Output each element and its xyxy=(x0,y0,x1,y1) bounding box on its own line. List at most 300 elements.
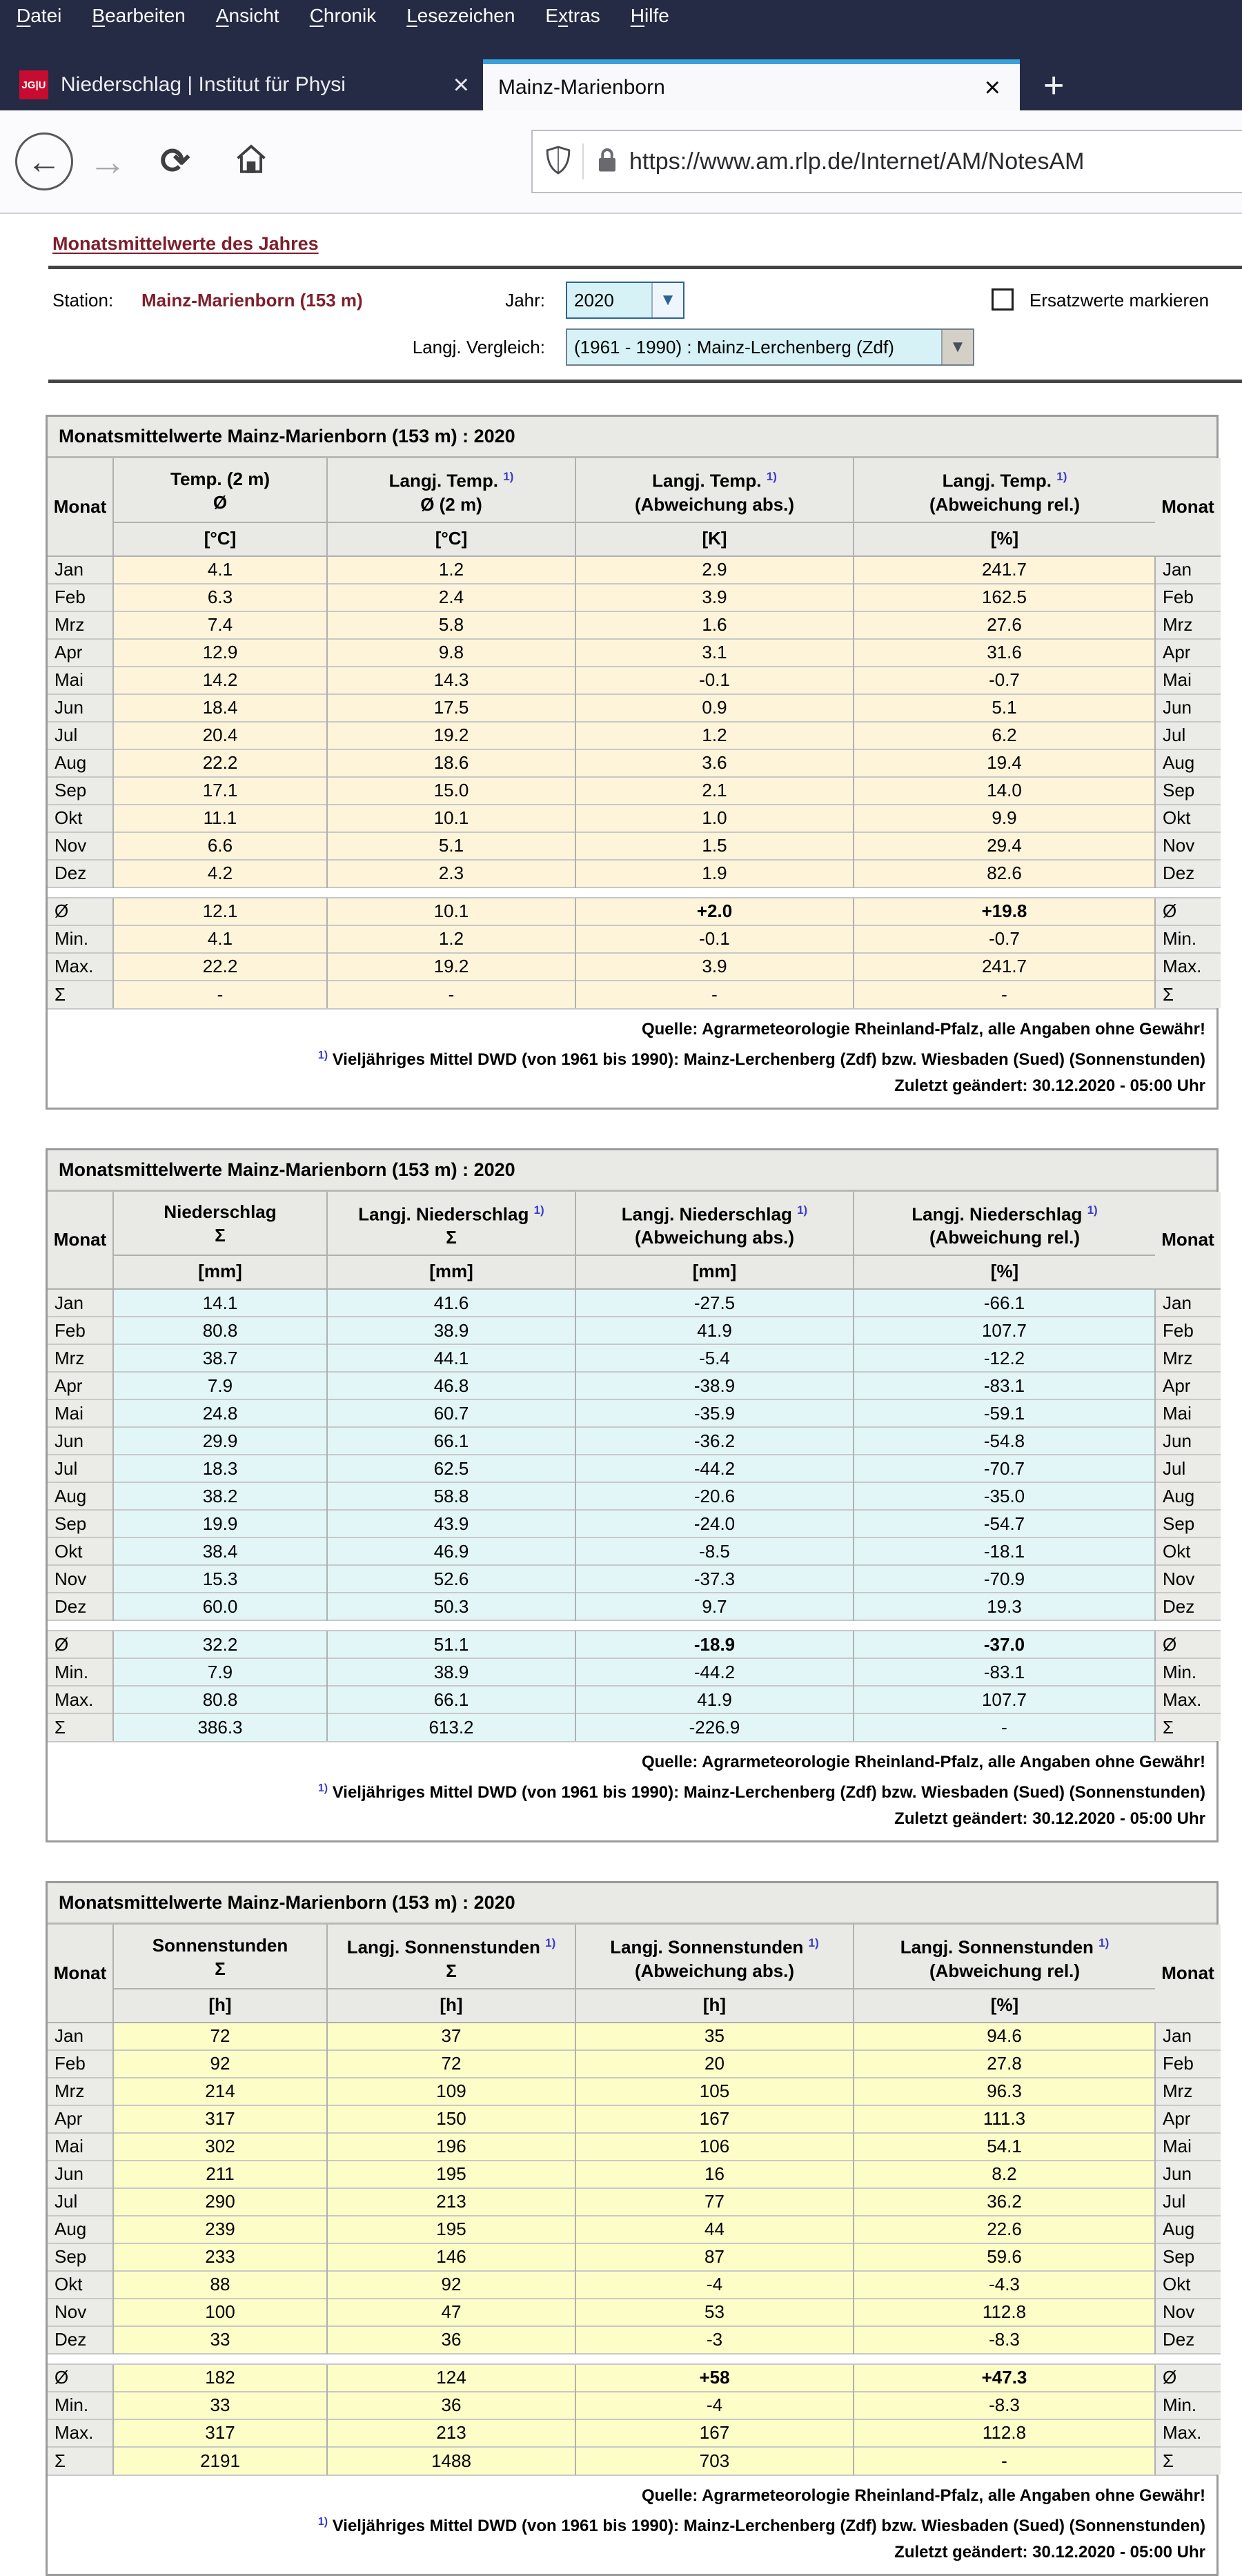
back-icon[interactable]: ← xyxy=(15,132,73,190)
table-cell: 5.8 xyxy=(327,611,575,639)
unit-cell: [mm] xyxy=(113,1255,327,1289)
summary-cell: - xyxy=(854,2447,1155,2475)
table-cell: -20.6 xyxy=(575,1482,854,1510)
unit-cell: [%] xyxy=(854,522,1155,556)
unit-cell: [%] xyxy=(854,1989,1155,2023)
source-note: Quelle: Agrarmeteorologie Rheinland-Pfalz, alle Angaben ohne Gewähr! xyxy=(641,1019,1205,1039)
month-cell: Feb xyxy=(1155,1317,1221,1344)
table-cell: 47 xyxy=(327,2299,575,2326)
table-cell: -24.0 xyxy=(575,1510,854,1537)
table-cell: 29.4 xyxy=(854,832,1155,860)
table-cell: 14.3 xyxy=(327,667,575,694)
summary-label-cell: Σ xyxy=(1155,2447,1221,2475)
column-symbol: (Abweichung rel.) xyxy=(929,1960,1081,1981)
menu-item-ansicht[interactable]: Ansicht xyxy=(215,5,279,26)
summary-label-cell: Min. xyxy=(48,925,113,953)
table-cell: 112.8 xyxy=(854,2299,1155,2326)
month-cell: Sep xyxy=(48,2243,113,2271)
table-cell: 9.9 xyxy=(854,805,1155,832)
summary-cell: 4.1 xyxy=(113,925,327,953)
summary-cell: 66.1 xyxy=(327,1686,575,1713)
table-cell: 50.3 xyxy=(327,1593,575,1620)
last-changed-note: Zuletzt geändert: 30.12.2020 - 05:00 Uhr xyxy=(894,2542,1205,2562)
table-cell: -36.2 xyxy=(575,1427,854,1455)
table-cell: 105 xyxy=(575,2078,854,2105)
station-form xyxy=(0,273,1242,377)
month-cell: Okt xyxy=(48,1537,113,1565)
table-cell: -37.3 xyxy=(575,1565,854,1593)
column-header: Temp. (2 m) Ø xyxy=(113,458,327,522)
month-column-header: Monat xyxy=(1155,458,1221,556)
column-header: Langj. Sonnenstunden $^{1)}$ Σ xyxy=(327,1925,575,1989)
month-cell: Mai xyxy=(1155,2133,1221,2161)
summary-label-cell: Ø xyxy=(48,898,113,925)
month-cell: Jul xyxy=(1155,722,1221,749)
unit-cell: [h] xyxy=(575,1989,854,2023)
month-cell: Jun xyxy=(1155,1427,1221,1455)
table-cell: 31.6 xyxy=(854,639,1155,667)
column-symbol: Σ xyxy=(446,1960,457,1981)
summary-cell: 36 xyxy=(327,2392,575,2419)
summary-cell: 182 xyxy=(113,2364,327,2392)
compare-label: Langj. Vergleich: xyxy=(412,337,545,357)
month-cell: Mai xyxy=(48,2133,113,2161)
summary-label-cell: Min. xyxy=(48,1658,113,1686)
column-header: Langj. Temp. $^{1)}$ Ø (2 m) xyxy=(327,458,575,522)
table-cell: 146 xyxy=(327,2243,575,2271)
table-cell: -38.9 xyxy=(575,1372,854,1399)
table-cell: -18.1 xyxy=(854,1537,1155,1565)
summary-cell: 41.9 xyxy=(575,1686,854,1713)
lock-icon[interactable] xyxy=(595,146,620,178)
month-cell: Jul xyxy=(48,722,113,749)
summary-cell: 10.1 xyxy=(327,898,575,925)
table-cell: 88 xyxy=(113,2271,327,2299)
table-cell: 38.4 xyxy=(113,1537,327,1565)
unit-cell: [K] xyxy=(575,522,854,556)
summary-label-cell: Min. xyxy=(1155,2392,1221,2419)
table-cell: 5.1 xyxy=(327,832,575,860)
table-cell: 211 xyxy=(113,2161,327,2188)
last-changed-note: Zuletzt geändert: 30.12.2020 - 05:00 Uhr xyxy=(894,1809,1205,1829)
month-cell: Aug xyxy=(48,1482,113,1510)
table-cell: 16 xyxy=(575,2161,854,2188)
unit-cell: [h] xyxy=(327,1989,575,2023)
summary-cell: -226.9 xyxy=(575,1713,854,1741)
table-cell: 107.7 xyxy=(854,1317,1155,1344)
month-cell: Okt xyxy=(48,2271,113,2299)
table-cell: 20 xyxy=(575,2050,854,2078)
month-cell: Apr xyxy=(48,639,113,667)
month-cell: Nov xyxy=(48,1565,113,1593)
table-cell: 87 xyxy=(575,2243,854,2271)
summary-cell: 2191 xyxy=(113,2447,327,2475)
footnote-marker: 1) xyxy=(317,2515,328,2528)
month-cell: Jun xyxy=(48,2161,113,2188)
summary-label-cell: Max. xyxy=(1155,953,1221,981)
table-cell: 233 xyxy=(113,2243,327,2271)
month-cell: Aug xyxy=(1155,1482,1221,1510)
menu-item-lesezeichen[interactable]: Lesezeichen xyxy=(406,5,515,26)
column-symbol: Σ xyxy=(215,1225,226,1246)
table-footer xyxy=(48,2475,1216,2574)
footnote-marker: 1) xyxy=(1098,1936,1110,1950)
table-cell: 82.6 xyxy=(854,860,1155,887)
table-cell: 92 xyxy=(113,2050,327,2078)
month-cell: Mai xyxy=(1155,1399,1221,1427)
menu-item-extras[interactable]: Extras xyxy=(545,5,600,26)
menu-bar xyxy=(0,0,1242,32)
month-cell: Sep xyxy=(48,777,113,805)
new-tab-button[interactable]: + xyxy=(1043,66,1065,106)
table-cell: 41.9 xyxy=(575,1317,854,1344)
month-column-header: Monat xyxy=(48,1925,113,2023)
table-cell: -27.5 xyxy=(575,1289,854,1317)
table-cell: -35.9 xyxy=(575,1399,854,1427)
reload-icon[interactable]: ⟳ xyxy=(160,141,190,181)
month-cell: Nov xyxy=(1155,1565,1221,1593)
table-cell: 150 xyxy=(327,2105,575,2133)
month-cell: Jul xyxy=(48,1455,113,1482)
table-cell: 54.1 xyxy=(854,2133,1155,2161)
monthly-table-2 xyxy=(46,1148,1219,1843)
summary-cell: 213 xyxy=(327,2419,575,2447)
table-cell: 24.8 xyxy=(113,1399,327,1427)
month-cell: Nov xyxy=(1155,832,1221,860)
ersatzwerte-checkbox[interactable] xyxy=(992,288,1014,311)
table-cell: 44 xyxy=(575,2216,854,2243)
table-cell: 10.1 xyxy=(327,805,575,832)
column-symbol: (Abweichung abs.) xyxy=(634,1960,795,1981)
table-cell: 94.6 xyxy=(854,2023,1155,2050)
summary-label-cell: Ø xyxy=(48,2364,113,2392)
month-cell: Jul xyxy=(1155,1455,1221,1482)
table-cell: 195 xyxy=(327,2216,575,2243)
tab-title: Mainz-Marienborn xyxy=(498,75,665,99)
monthly-table-1 xyxy=(46,415,1219,1110)
station-value: Mainz-Marienborn (153 m) xyxy=(141,290,363,311)
month-cell: Mrz xyxy=(1155,1344,1221,1372)
summary-cell: 32.2 xyxy=(113,1631,327,1658)
month-cell: Jul xyxy=(1155,2188,1221,2216)
menu-item-hilfe[interactable]: Hilfe xyxy=(630,5,669,26)
month-cell: Okt xyxy=(1155,805,1221,832)
summary-cell: +19.8 xyxy=(854,898,1155,925)
table-cell: 19.2 xyxy=(327,722,575,749)
monthly-tables xyxy=(0,415,1242,2576)
table-cell: 92 xyxy=(327,2271,575,2299)
month-cell: Apr xyxy=(48,2105,113,2133)
navigation-toolbar xyxy=(0,110,1242,214)
table-cell: 38.2 xyxy=(113,1482,327,1510)
unit-cell: [mm] xyxy=(327,1255,575,1289)
table-cell: 18.6 xyxy=(327,749,575,777)
column-header: Langj. Sonnenstunden $^{1)}$ (Abweichung rel.) xyxy=(854,1925,1155,1989)
summary-cell: 80.8 xyxy=(113,1686,327,1713)
table-cell: 72 xyxy=(327,2050,575,2078)
divider-rule xyxy=(48,380,1242,383)
summary-cell: 19.2 xyxy=(327,953,575,981)
divider xyxy=(582,144,584,179)
summary-cell: 124 xyxy=(327,2364,575,2392)
month-cell: Sep xyxy=(1155,2243,1221,2271)
month-cell: Mai xyxy=(48,667,113,694)
summary-cell: +58 xyxy=(575,2364,854,2392)
month-cell: Dez xyxy=(1155,860,1221,887)
tab-title: Niederschlag | Institut für Physi xyxy=(61,73,346,96)
month-cell: Mrz xyxy=(48,611,113,639)
footnote-marker: 1) xyxy=(545,1936,556,1950)
month-cell: Dez xyxy=(1155,2326,1221,2354)
summary-cell: -0.1 xyxy=(575,925,854,953)
column-symbol: Ø (2 m) xyxy=(420,493,482,515)
table-footer xyxy=(48,1008,1216,1108)
summary-label-cell: Ø xyxy=(1155,2364,1221,2392)
month-cell: Apr xyxy=(48,1372,113,1399)
summary-label-cell: Min. xyxy=(1155,925,1221,953)
column-header: Langj. Niederschlag $^{1)}$ Σ xyxy=(327,1192,575,1256)
page-content xyxy=(0,214,1242,2576)
table-cell: 7.4 xyxy=(113,611,327,639)
summary-label-cell: Min. xyxy=(48,2392,113,2419)
table-cell: 6.2 xyxy=(854,722,1155,749)
table-cell: -70.9 xyxy=(854,1565,1155,1593)
table-cell: 60.7 xyxy=(327,1399,575,1427)
home-icon[interactable] xyxy=(233,142,269,181)
table-cell: 20.4 xyxy=(113,722,327,749)
table-cell: 3.1 xyxy=(575,639,854,667)
month-cell: Aug xyxy=(48,749,113,777)
table-cell: 35 xyxy=(575,2023,854,2050)
month-cell: Mrz xyxy=(48,1344,113,1372)
table-cell: -35.0 xyxy=(854,1482,1155,1510)
summary-cell: 317 xyxy=(113,2419,327,2447)
table-cell: 77 xyxy=(575,2188,854,2216)
month-cell: Sep xyxy=(1155,1510,1221,1537)
table-cell: -8.5 xyxy=(575,1537,854,1565)
column-header: Langj. Temp. $^{1)}$ (Abweichung rel.) xyxy=(854,458,1155,522)
summary-cell: -0.7 xyxy=(854,925,1155,953)
month-cell: Jan xyxy=(48,1289,113,1317)
compare-select-value: (1961 - 1990) : Mainz-Lerchenberg (Zdf) xyxy=(574,336,894,357)
month-cell: Dez xyxy=(48,2326,113,2354)
month-cell: Mai xyxy=(48,1399,113,1427)
source-note: Quelle: Agrarmeteorologie Rheinland-Pfalz, alle Angaben ohne Gewähr! xyxy=(641,1753,1205,1772)
summary-cell: +47.3 xyxy=(854,2364,1155,2392)
table-cell: 2.4 xyxy=(327,584,575,611)
table-cell: -4 xyxy=(575,2271,854,2299)
summary-cell: -44.2 xyxy=(575,1658,854,1686)
page-title[interactable]: Monatsmittelwerte des Jahres xyxy=(52,233,319,254)
column-header: Niederschlag Σ xyxy=(113,1192,327,1256)
table-cell: 239 xyxy=(113,2216,327,2243)
unit-cell: [°C] xyxy=(113,522,327,556)
unit-cell: [h] xyxy=(113,1989,327,2023)
tab-title-fade xyxy=(391,59,439,110)
table-title: Monatsmittelwerte Mainz-Marienborn (153 m) : 2020 xyxy=(48,417,1216,458)
footnote-marker: 1) xyxy=(808,1936,819,1950)
table-cell: 4.2 xyxy=(113,860,327,887)
tab-inactive[interactable] xyxy=(10,59,483,110)
month-cell: Aug xyxy=(48,2216,113,2243)
footnote-marker: 1) xyxy=(317,1049,328,1061)
url-text[interactable]: https://www.am.rlp.de/Internet/AM/NotesAM xyxy=(629,148,1085,175)
summary-cell: 241.7 xyxy=(854,953,1155,981)
station-label: Station: xyxy=(52,290,114,311)
footnote-marker: 1) xyxy=(533,1203,544,1217)
year-select[interactable] xyxy=(566,282,684,319)
month-cell: Apr xyxy=(1155,2105,1221,2133)
column-symbol: Ø xyxy=(213,491,228,513)
table-cell: 59.6 xyxy=(854,2243,1155,2271)
menu-item-datei[interactable]: Datei xyxy=(17,5,62,26)
table-cell: 1.5 xyxy=(575,832,854,860)
summary-label-cell: Σ xyxy=(48,981,113,1008)
summary-cell: 33 xyxy=(113,2392,327,2419)
ersatzwerte-checkbox-label[interactable]: Ersatzwerte markieren xyxy=(1029,290,1210,311)
summary-cell: 51.1 xyxy=(327,1631,575,1658)
month-cell: Feb xyxy=(1155,2050,1221,2078)
data-table xyxy=(48,1192,1221,1742)
table-cell: 18.3 xyxy=(113,1455,327,1482)
month-column-header: Monat xyxy=(48,1192,113,1290)
month-column-header: Monat xyxy=(1155,1192,1221,1290)
table-cell: 29.9 xyxy=(113,1427,327,1455)
close-icon[interactable]: × xyxy=(984,72,1000,103)
table-cell: -3 xyxy=(575,2326,854,2354)
menu-item-bearbeiten[interactable]: Bearbeiten xyxy=(92,5,186,26)
summary-label-cell: Σ xyxy=(48,1713,113,1741)
chevron-down-icon[interactable]: ▼ xyxy=(941,330,973,364)
month-column-header: Monat xyxy=(48,458,113,556)
table-cell: -44.2 xyxy=(575,1455,854,1482)
table-cell: 52.6 xyxy=(327,1565,575,1593)
column-header: Langj. Sonnenstunden $^{1)}$ (Abweichung abs.) xyxy=(575,1925,854,1989)
summary-cell: 22.2 xyxy=(113,953,327,981)
table-cell: 46.9 xyxy=(327,1537,575,1565)
compare-select[interactable] xyxy=(566,328,974,366)
table-cell: 214 xyxy=(113,2078,327,2105)
month-cell: Dez xyxy=(48,860,113,887)
unit-cell: [%] xyxy=(854,1255,1155,1289)
table-cell: 43.9 xyxy=(327,1510,575,1537)
month-cell: Okt xyxy=(1155,1537,1221,1565)
table-cell: 2.1 xyxy=(575,777,854,805)
table-cell: 6.3 xyxy=(113,584,327,611)
spacer-row xyxy=(48,2354,1221,2364)
source-note: Quelle: Agrarmeteorologie Rheinland-Pfalz, alle Angaben ohne Gewähr! xyxy=(641,2486,1205,2505)
summary-cell: 107.7 xyxy=(854,1686,1155,1713)
summary-label-cell: Σ xyxy=(1155,1713,1221,1741)
table-cell: 62.5 xyxy=(327,1455,575,1482)
menu-item-chronik[interactable]: Chronik xyxy=(309,5,377,26)
footnote-marker: 1) xyxy=(503,470,514,483)
table-cell: -8.3 xyxy=(854,2326,1155,2354)
table-cell: 196 xyxy=(327,2133,575,2161)
table-cell: 9.8 xyxy=(327,639,575,667)
summary-label-cell: Max. xyxy=(48,953,113,981)
table-cell: 22.2 xyxy=(113,749,327,777)
table-cell: 19.9 xyxy=(113,1510,327,1537)
summary-cell: - xyxy=(575,981,854,1008)
table-cell: 3.6 xyxy=(575,749,854,777)
summary-label-cell: Max. xyxy=(1155,2419,1221,2447)
summary-cell: 38.9 xyxy=(327,1658,575,1686)
url-bar[interactable] xyxy=(531,130,1242,193)
table-cell: 1.6 xyxy=(575,611,854,639)
table-cell: 2.9 xyxy=(575,556,854,584)
column-header: Langj. Temp. $^{1)}$ (Abweichung abs.) xyxy=(575,458,854,522)
table-cell: 195 xyxy=(327,2161,575,2188)
table-cell: 1.9 xyxy=(575,860,854,887)
table-cell: 41.6 xyxy=(327,1289,575,1317)
table-cell: 36.2 xyxy=(854,2188,1155,2216)
month-cell: Jun xyxy=(48,1427,113,1455)
chevron-down-icon[interactable]: ▼ xyxy=(651,283,683,317)
table-title: Monatsmittelwerte Mainz-Marienborn (153 m) : 2020 xyxy=(48,1150,1216,1192)
table-cell: 7.9 xyxy=(113,1372,327,1399)
table-cell: 96.3 xyxy=(854,2078,1155,2105)
spacer-row xyxy=(48,1620,1221,1631)
month-cell: Mrz xyxy=(1155,611,1221,639)
divider-rule xyxy=(48,266,1242,269)
table-cell: -0.1 xyxy=(575,667,854,694)
month-column-header: Monat xyxy=(1155,1925,1221,2023)
table-cell: 6.6 xyxy=(113,832,327,860)
summary-label-cell: Max. xyxy=(48,1686,113,1713)
column-symbol: (Abweichung rel.) xyxy=(929,493,1081,515)
month-cell: Sep xyxy=(48,1510,113,1537)
table-cell: 14.0 xyxy=(854,777,1155,805)
month-cell: Apr xyxy=(1155,639,1221,667)
table-cell: 0.9 xyxy=(575,694,854,722)
month-cell: Nov xyxy=(48,2299,113,2326)
month-cell: Mrz xyxy=(48,2078,113,2105)
month-cell: Jun xyxy=(48,694,113,722)
unit-cell: [°C] xyxy=(327,522,575,556)
tab-active[interactable] xyxy=(483,59,1020,110)
table-cell: -4.3 xyxy=(854,2271,1155,2299)
table-cell: 2.3 xyxy=(327,860,575,887)
close-icon[interactable]: × xyxy=(453,70,469,100)
table-cell: -54.7 xyxy=(854,1510,1155,1537)
table-cell: 111.3 xyxy=(854,2105,1155,2133)
month-cell: Nov xyxy=(48,832,113,860)
table-cell: -59.1 xyxy=(854,1399,1155,1427)
summary-cell: 167 xyxy=(575,2419,854,2447)
column-header: Langj. Niederschlag $^{1)}$ (Abweichung rel.) xyxy=(854,1192,1155,1256)
shield-icon[interactable] xyxy=(545,145,571,179)
table-cell: 17.1 xyxy=(113,777,327,805)
table-cell: 58.8 xyxy=(327,1482,575,1510)
month-cell: Okt xyxy=(48,805,113,832)
table-cell: 36 xyxy=(327,2326,575,2354)
summary-label-cell: Ø xyxy=(48,1631,113,1658)
forward-icon[interactable]: → xyxy=(88,139,127,184)
summary-cell: +2.0 xyxy=(575,898,854,925)
summary-cell: 12.1 xyxy=(113,898,327,925)
summary-label-cell: Max. xyxy=(1155,1686,1221,1713)
table-cell: 8.2 xyxy=(854,2161,1155,2188)
table-cell: -0.7 xyxy=(854,667,1155,694)
summary-cell: -37.0 xyxy=(854,1631,1155,1658)
table-cell: 27.8 xyxy=(854,2050,1155,2078)
tab-bar xyxy=(0,32,1242,110)
table-cell: 66.1 xyxy=(327,1427,575,1455)
table-cell: 4.1 xyxy=(113,556,327,584)
table-cell: 33 xyxy=(113,2326,327,2354)
table-cell: 14.2 xyxy=(113,667,327,694)
